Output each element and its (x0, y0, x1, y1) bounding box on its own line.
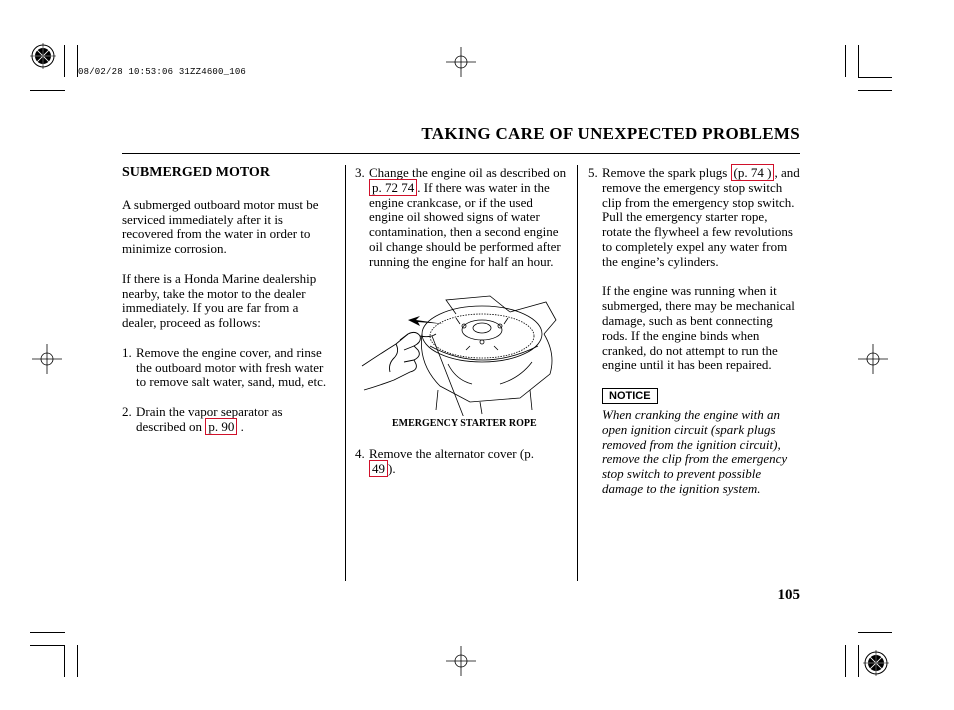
notice-text: When cranking the engine with an open ignition circuit (spark plugs removed from the ignition circuit), remove the clip from the emergency stop switch to prevent possible damage to the ignition system. (602, 406, 788, 496)
column-divider (577, 165, 578, 581)
column-2-lower (355, 447, 569, 491)
section-heading: SUBMERGED MOTOR (122, 165, 270, 180)
item-number: 5. (588, 165, 598, 180)
item-number: 3. (355, 165, 365, 180)
column-divider (345, 165, 346, 581)
list-item (588, 166, 800, 270)
item-number: 4. (355, 446, 365, 461)
crosshair-target-icon (30, 43, 56, 69)
item-text: Drain the vapor separator as described on (136, 403, 283, 434)
figure-caption: EMERGENCY STARTER ROPE (392, 418, 537, 429)
item-text: . If there was water in the engine crankcase, or if the used engine oil showed signs of water contamination, then a second engine oil change should be performed after running the engine for half an hour. (369, 179, 561, 269)
paragraph: If the engine was running when it submerged, there may be mechanical damage, such as bent connecting rods. If the engine binds when cranked, do not attempt to run the engine until it has been repaired. (602, 283, 795, 373)
item-text: Remove the alternator cover (p. (369, 446, 534, 461)
page-reference-link[interactable]: p. 72 74 (369, 179, 417, 196)
page-reference-link[interactable]: 49 (369, 460, 388, 477)
column-1 (122, 166, 334, 449)
page-number: 105 (777, 587, 800, 603)
list-item (355, 447, 569, 477)
crosshair-target-icon (863, 650, 889, 676)
crosshair-icon (32, 344, 62, 374)
notice-box (588, 388, 800, 497)
engine-flywheel-illustration (360, 294, 562, 416)
page-reference-link[interactable]: p. 90 (205, 418, 237, 435)
item-number: 1. (122, 344, 132, 360)
item-text: Remove the spark plugs (602, 165, 728, 180)
paragraph: If there is a Honda Marine dealership nearby, take the motor to the dealer immediately. If you are far from a dealer, proceed as follows: (122, 270, 317, 331)
column-2 (355, 166, 569, 284)
page-title: TAKING CARE OF UNEXPECTED PROBLEMS (421, 124, 800, 143)
column-3 (588, 166, 800, 497)
crosshair-icon (446, 47, 476, 77)
item-text: ). (388, 460, 396, 476)
crosshair-icon (858, 344, 888, 374)
list-item (355, 166, 569, 270)
item-number: 2. (122, 403, 132, 419)
item-text: Remove the engine cover, and rinse the outboard motor with fresh water to remove salt water, sand, mud, etc. (136, 344, 327, 390)
print-slug: 08/02/28 10:53:06 31ZZ4600_106 (78, 67, 247, 77)
title-rule (122, 153, 800, 154)
notice-badge: NOTICE (602, 388, 658, 404)
item-text: , and remove the emergency stop switch clip from the emergency stop switch. Pull the emergency starter rope, rotate the flywheel a few revolutions to completely expel any water from the engine’s cylinders. (602, 165, 800, 269)
crosshair-icon (446, 646, 476, 676)
list-item (122, 405, 334, 435)
list-item (122, 346, 334, 390)
item-text: Change the engine oil as described on (369, 165, 567, 180)
page-reference-link[interactable]: (p. 74 ) (731, 164, 775, 181)
paragraph: A submerged outboard motor must be serviced immediately after it is recovered from the water in order to minimize corrosion. (122, 196, 319, 257)
item-text-tail: . (237, 418, 244, 434)
